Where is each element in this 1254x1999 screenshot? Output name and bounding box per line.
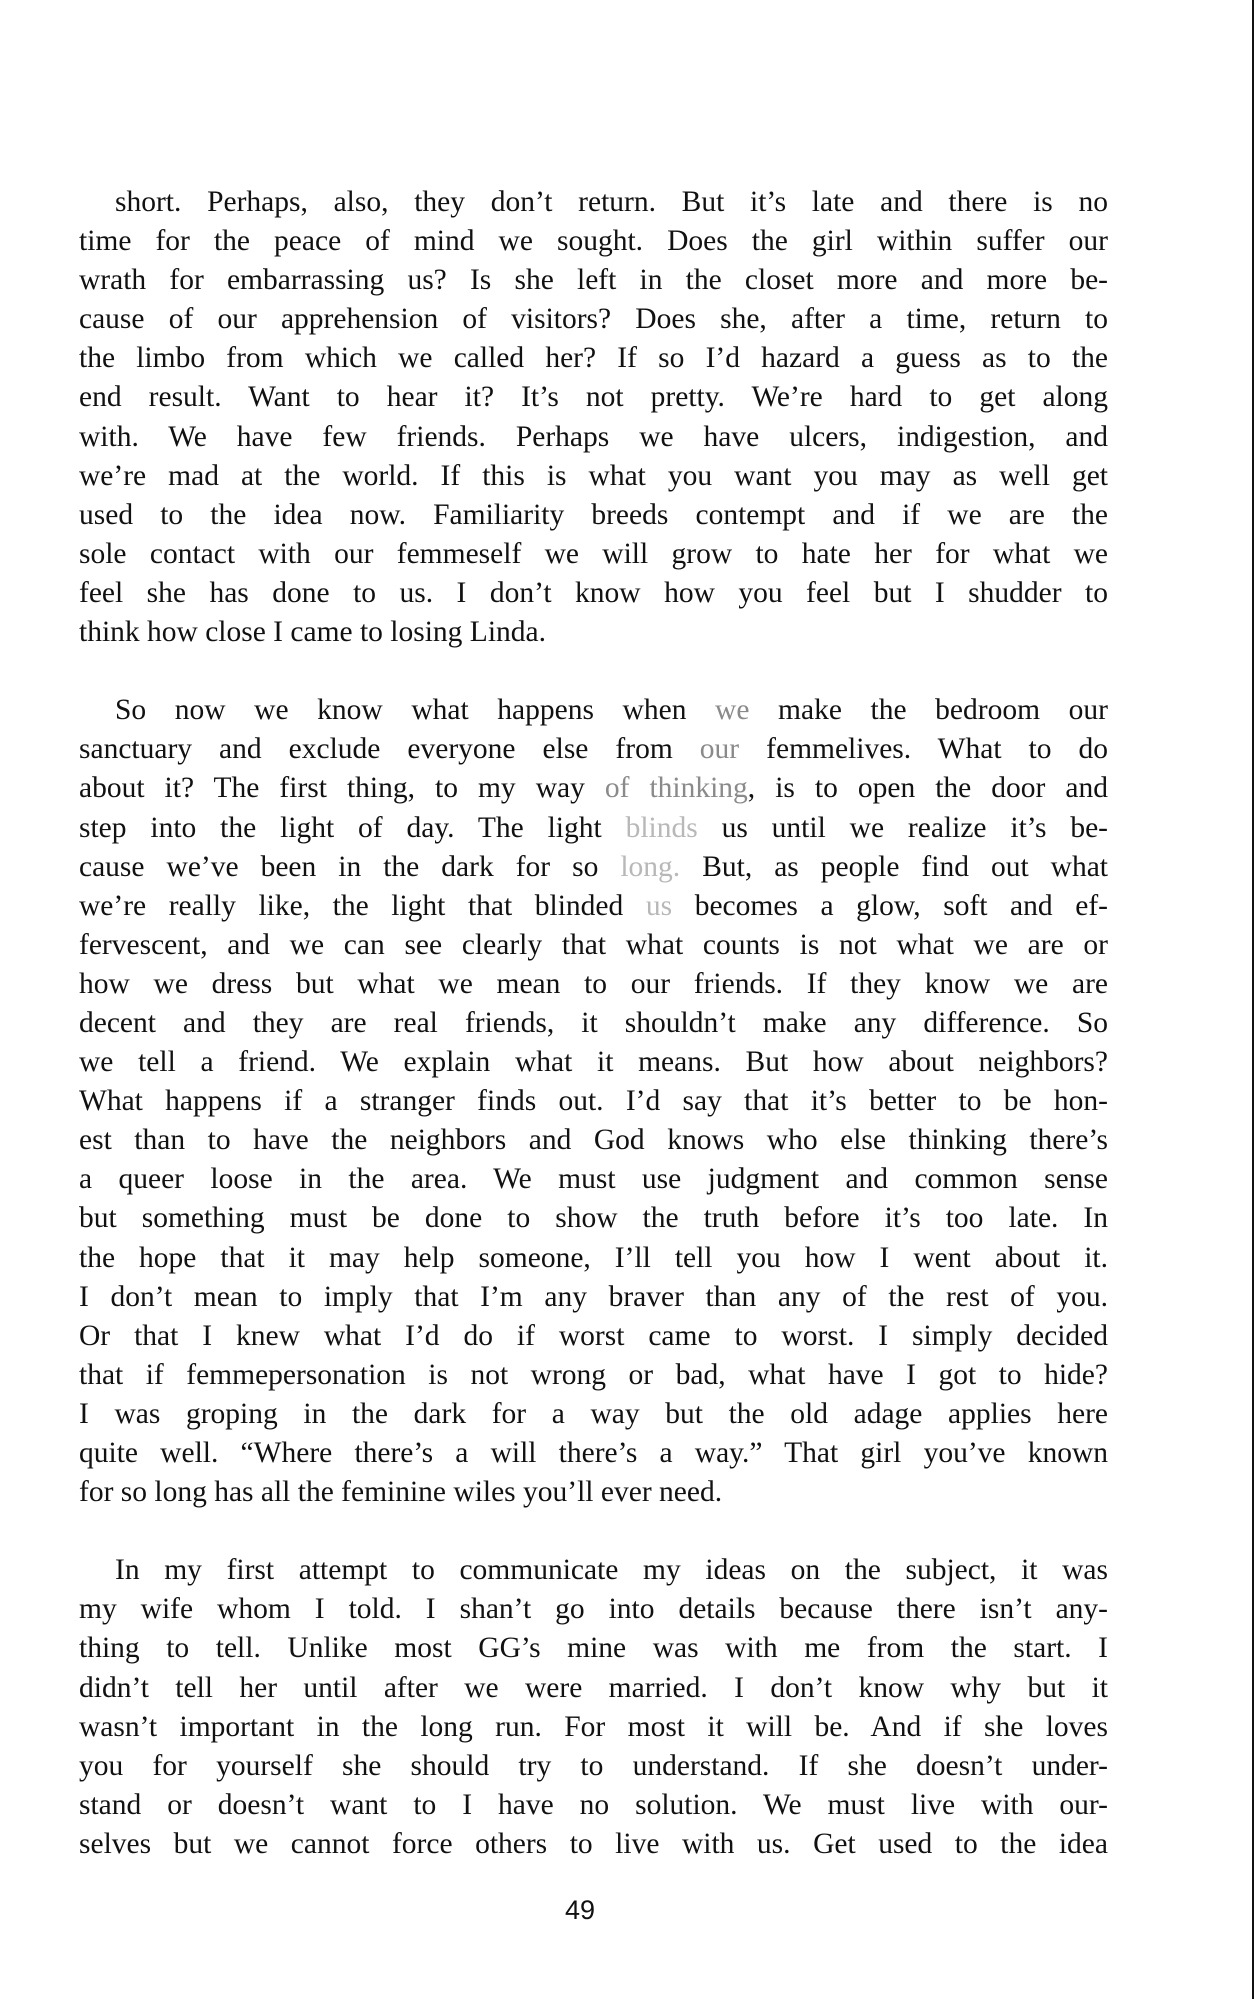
text-segment: us until we realize it’s be- (697, 811, 1108, 844)
faded-text: of thinking (604, 772, 748, 805)
text-line: with. We have few friends. Perhaps we have ulcers, indigestion, and (79, 420, 1108, 453)
text-segment: we’re really like, the light that blinded (79, 889, 646, 922)
text-line (79, 769, 1108, 808)
text-line: didn’t tell her until after we were married. I don’t know why but it (79, 1671, 1108, 1704)
text-line: sole contact with our femmeself we will grow to hate her for what we (79, 537, 1108, 570)
faded-text: our (699, 733, 740, 766)
text-line: In my first attempt to communicate my ideas on the subject, it was (115, 1554, 1108, 1587)
text-line: a queer loose in the area. We must use judgment and common sense (79, 1163, 1108, 1196)
text-segment: So now we know what happens when (115, 694, 716, 727)
text-line: wrath for embarrassing us? Is she left in the closet more and more be- (79, 264, 1108, 297)
text-line: feel she has done to us. I don’t know how you feel but I shudder to (79, 576, 1108, 609)
text-line: we tell a friend. We explain what it means. But how about neighbors? (79, 1046, 1108, 1079)
text-segment: , is to open the door and (747, 772, 1108, 805)
text-line: but something must be done to show the truth before it’s too late. In (79, 1202, 1108, 1235)
page-number: 49 (564, 1895, 596, 1925)
text-line: my wife whom I told. I shan’t go into details because there isn’t any- (79, 1593, 1108, 1626)
text-line: quite well. “Where there’s a will there’s a way.” That girl you’ve known (79, 1437, 1108, 1469)
text-line: how we dress but what we mean to our friends. If they know we are (79, 967, 1108, 1000)
paragraph (79, 691, 1108, 1512)
text-segment: step into the light of day. The light (79, 811, 626, 844)
text-line (79, 887, 1108, 926)
text-line: we’re mad at the world. If this is what you want you may as well get (79, 459, 1108, 492)
text-line: think how close I came to losing Linda. (79, 616, 546, 649)
text-line: the hope that it may help someone, I’ll tell you how I went about it. (79, 1241, 1108, 1274)
text-line: used to the idea now. Familiarity breeds contempt and if we are the (79, 498, 1108, 531)
text-line (79, 730, 1108, 769)
text-line: that if femmepersonation is not wrong or bad, what have I got to hide? (79, 1358, 1108, 1391)
text-line: I was groping in the dark for a way but the old adage applies here (79, 1397, 1108, 1430)
text-line: for so long has all the feminine wiles you’ll ever need. (79, 1476, 723, 1509)
text-line: end result. Want to hear it? It’s not pretty. We’re hard to get along (79, 381, 1108, 414)
text-segment: But, as people find out what (680, 850, 1108, 883)
text-line: est than to have the neighbors and God knows who else thinking there’s (79, 1124, 1108, 1157)
text-line: What happens if a stranger finds out. I’d say that it’s better to be hon- (79, 1085, 1108, 1118)
text-line: time for the peace of mind we sought. Does the girl within suffer our (79, 225, 1108, 258)
text-line: Or that I knew what I’d do if worst came to worst. I simply decided (79, 1319, 1108, 1352)
faded-text: we (715, 694, 750, 727)
text-line: the limbo from which we called her? If so I’d hazard a guess as to the (79, 342, 1108, 375)
paragraph (79, 1551, 1108, 1864)
text-line: I don’t mean to imply that I’m any braver than any of the rest of you. (79, 1280, 1108, 1313)
text-line (79, 809, 1108, 848)
faded-text: long. (620, 850, 681, 883)
text-segment: make the bedroom our (749, 694, 1108, 727)
text-line (79, 691, 1108, 730)
text-line: short. Perhaps, also, they don’t return. But it’s late and there is no (115, 186, 1108, 218)
text-line: stand or doesn’t want to I have no solution. We must live with our- (79, 1788, 1108, 1821)
text-segment: becomes a glow, soft and ef- (672, 889, 1108, 922)
text-segment: sanctuary and exclude everyone else from (79, 733, 700, 766)
text-line: decent and they are real friends, it shouldn’t make any difference. So (79, 1006, 1108, 1039)
body-text (79, 183, 1108, 1903)
faded-text: blinds (625, 811, 698, 844)
text-line: cause of our apprehension of visitors? Does she, after a time, return to (79, 303, 1108, 336)
text-line: fervescent, and we can see clearly that what counts is not what we are or (79, 928, 1108, 961)
text-segment: about it? The first thing, to my way (79, 772, 605, 805)
text-line (79, 848, 1108, 887)
text-segment: cause we’ve been in the dark for so (79, 850, 621, 883)
paragraph (79, 183, 1108, 652)
text-line: wasn’t important in the long run. For most it will be. And if she loves (79, 1710, 1108, 1743)
text-line: thing to tell. Unlike most GG’s mine was with me from the start. I (79, 1632, 1108, 1665)
text-line: selves but we cannot force others to live with us. Get used to the idea (79, 1827, 1108, 1860)
text-line: you for yourself she should try to understand. If she doesn’t under- (79, 1749, 1108, 1782)
faded-text: us (645, 889, 673, 922)
text-segment: femmelives. What to do (739, 733, 1108, 766)
